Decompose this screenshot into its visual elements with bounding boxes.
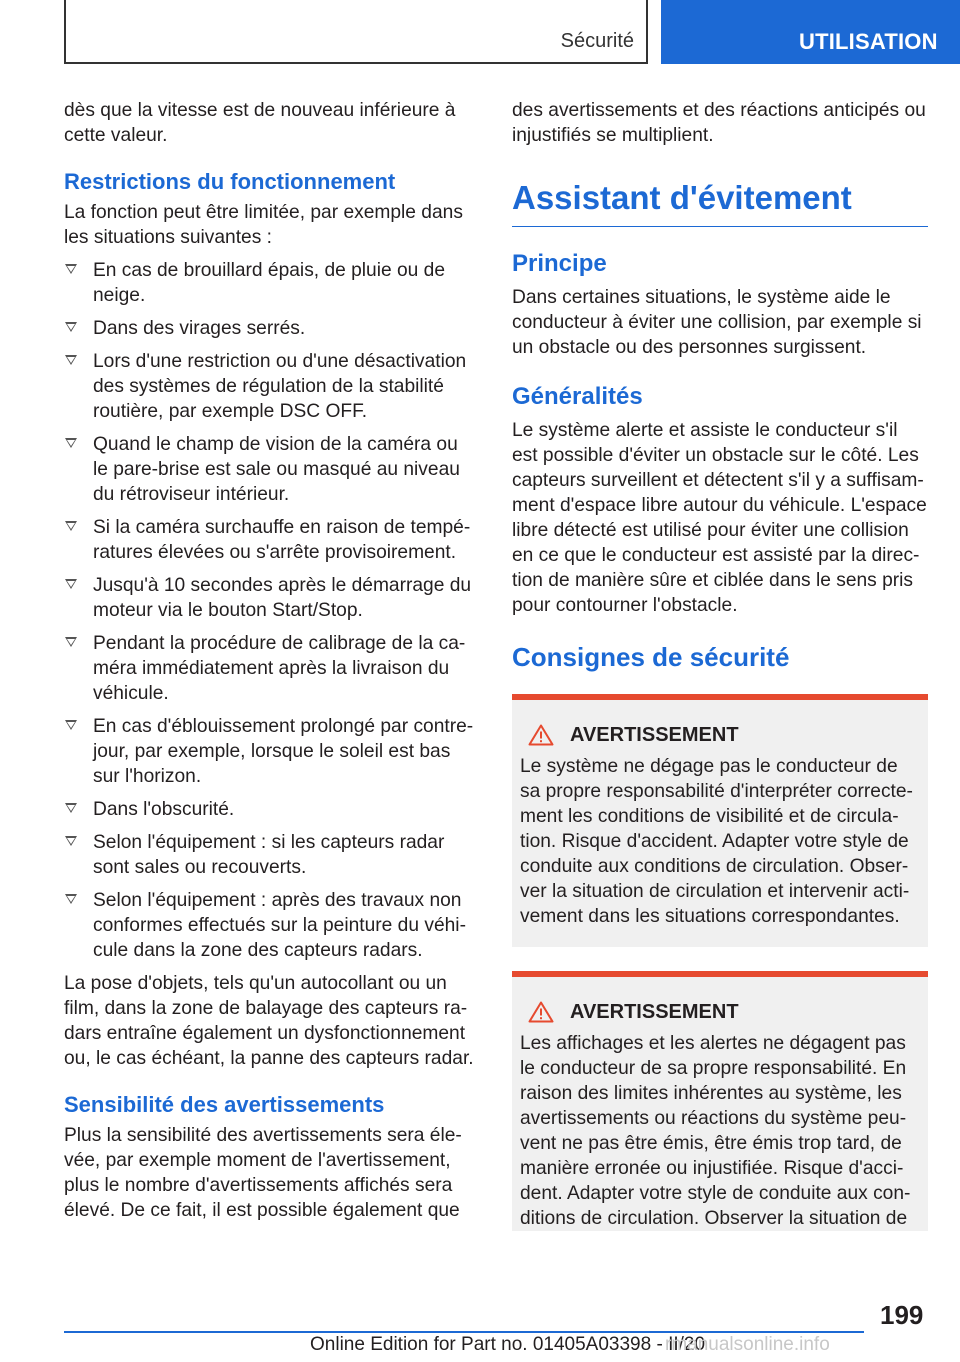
bullet-triangle-icon <box>65 579 77 589</box>
warning-box <box>512 694 928 947</box>
heading-assistant: Assistant d'évitement <box>512 178 928 227</box>
warning-text: Les affichages et les alertes ne dégagent pas le conducteur de sa propre responsabilité. En raison des limites inhérentes au système, les avertissements ou réactions du système peuvent ne pas être émis, être émis trop tard, de manière erronée ou injustifiée. Risque d'accident. Adapter votre style de conduite aux conditions de circulation. Observer la situation de <box>520 1033 911 1229</box>
warning-triangle-icon <box>528 1001 554 1023</box>
list-item: Jusqu'à 10 secondes après le démarrage du moteur via le bouton Start/Stop. <box>64 573 476 623</box>
generalites-paragraph: Le système alerte et assiste le conducteur s'il est possible d'éviter un obstacle sur le côté. Les capteurs surveillent et détectent s'il y a suffisamment d'espace libre autour du véhicule. L'espace libre détecté est utilisé pour éviter une collision en ce que le conducteur est assisté par la direction de manière sûre et ciblée dans le sens pris pour contourner l'obstacle. <box>512 420 927 616</box>
header-section-box <box>64 0 648 64</box>
heading-principe: Principe <box>512 250 607 277</box>
restrictions-paragraph: La fonction peut être limitée, par exemple dans les situations suivantes : <box>64 202 463 248</box>
bullet-triangle-icon <box>65 438 77 448</box>
header-chapter-tab <box>661 0 960 64</box>
list-item: Pendant la procédure de calibrage de la caméra immédiatement après la livraison du véhicule. <box>64 631 476 706</box>
restrictions-list <box>64 258 476 963</box>
warning-text: Le système ne dégage pas le conducteur de sa propre responsabilité d'interpréter correctement les conditions de visibilité et de circulation. Risque d'accident. Adapter votre style de conduite aux conditions de circulation. Observer la situation de circulation et intervenir activement dans les situations correspondantes. <box>520 756 913 927</box>
warning-title: AVERTISSEMENT <box>520 722 920 748</box>
list-item: Selon l'équipement : si les capteurs radar sont sales ou recouverts. <box>64 830 476 880</box>
bullet-triangle-icon <box>65 894 77 904</box>
bullet-triangle-icon <box>65 355 77 365</box>
list-item: Quand le champ de vision de la caméra ou le pare-brise est sale ou masqué au niveau du rétroviseur intérieur. <box>64 432 476 507</box>
footer-rule <box>64 1331 864 1333</box>
bullet-triangle-icon <box>65 803 77 813</box>
continued-paragraph: des avertissements et des réactions anticipés ou injustifiés se multiplient. <box>512 100 926 146</box>
list-item: Selon l'équipement : après des travaux non conformes effectués sur la peinture du véhicule dans la zone des capteurs radars. <box>64 888 476 963</box>
left-column <box>64 98 476 1223</box>
sensibilite-paragraph: Plus la sensibilité des avertissements sera élevée, par exemple moment de l'avertissement, plus le nombre d'avertissements affichés sera élevé. De ce fait, il est possible également que <box>64 1125 462 1221</box>
list-item: En cas d'éblouissement prolongé par contre-jour, par exemple, lorsque le soleil est bas sur l'horizon. <box>64 714 476 789</box>
list-item: Dans l'obscurité. <box>64 797 476 822</box>
pose-paragraph: La pose d'objets, tels qu'un autocollant ou un film, dans la zone de balayage des capteurs radars entraîne également un dysfonctionnement ou, le cas échéant, la panne des capteurs radar. <box>64 973 474 1069</box>
bullet-triangle-icon <box>65 521 77 531</box>
list-item: En cas de brouillard épais, de pluie ou de neige. <box>64 258 476 308</box>
bullet-triangle-icon <box>65 836 77 846</box>
list-item: Dans des virages serrés. <box>64 316 476 341</box>
list-item: Si la caméra surchauffe en raison de températures élevées ou s'arrête provisoirement. <box>64 515 476 565</box>
heading-generalites: Généralités <box>512 383 643 410</box>
bullet-triangle-icon <box>65 720 77 730</box>
heading-restrictions: Restrictions du fonctionnement <box>64 169 396 194</box>
warning-title: AVERTISSEMENT <box>520 999 920 1025</box>
page-number: 199 <box>880 1300 924 1330</box>
footer-edition: Online Edition for Part no. 01405A03398 - II/20 <box>310 1334 706 1355</box>
principe-paragraph: Dans certaines situations, le système aide le conducteur à éviter une collision, par exemple si un obstacle ou des personnes surgissent. <box>512 287 922 358</box>
footer-watermark: rmanualsonline.info <box>665 1334 830 1355</box>
heading-sensibilite: Sensibilité des avertissements <box>64 1092 385 1117</box>
bullet-triangle-icon <box>65 637 77 647</box>
warning-triangle-icon <box>528 724 554 746</box>
header-section-title: Sécurité <box>560 30 634 52</box>
bullet-triangle-icon <box>65 264 77 274</box>
right-column <box>512 98 928 1231</box>
bullet-triangle-icon <box>65 322 77 332</box>
warning-box <box>512 971 928 1231</box>
intro-paragraph: dès que la vitesse est de nouveau inférieure à cette valeur. <box>64 100 456 146</box>
header-chapter-label: UTILISATION <box>799 29 938 54</box>
heading-consignes: Consignes de sécurité <box>512 642 790 672</box>
list-item: Lors d'une restriction ou d'une désactivation des systèmes de régulation de la stabilité routière, par exemple DSC OFF. <box>64 349 476 424</box>
